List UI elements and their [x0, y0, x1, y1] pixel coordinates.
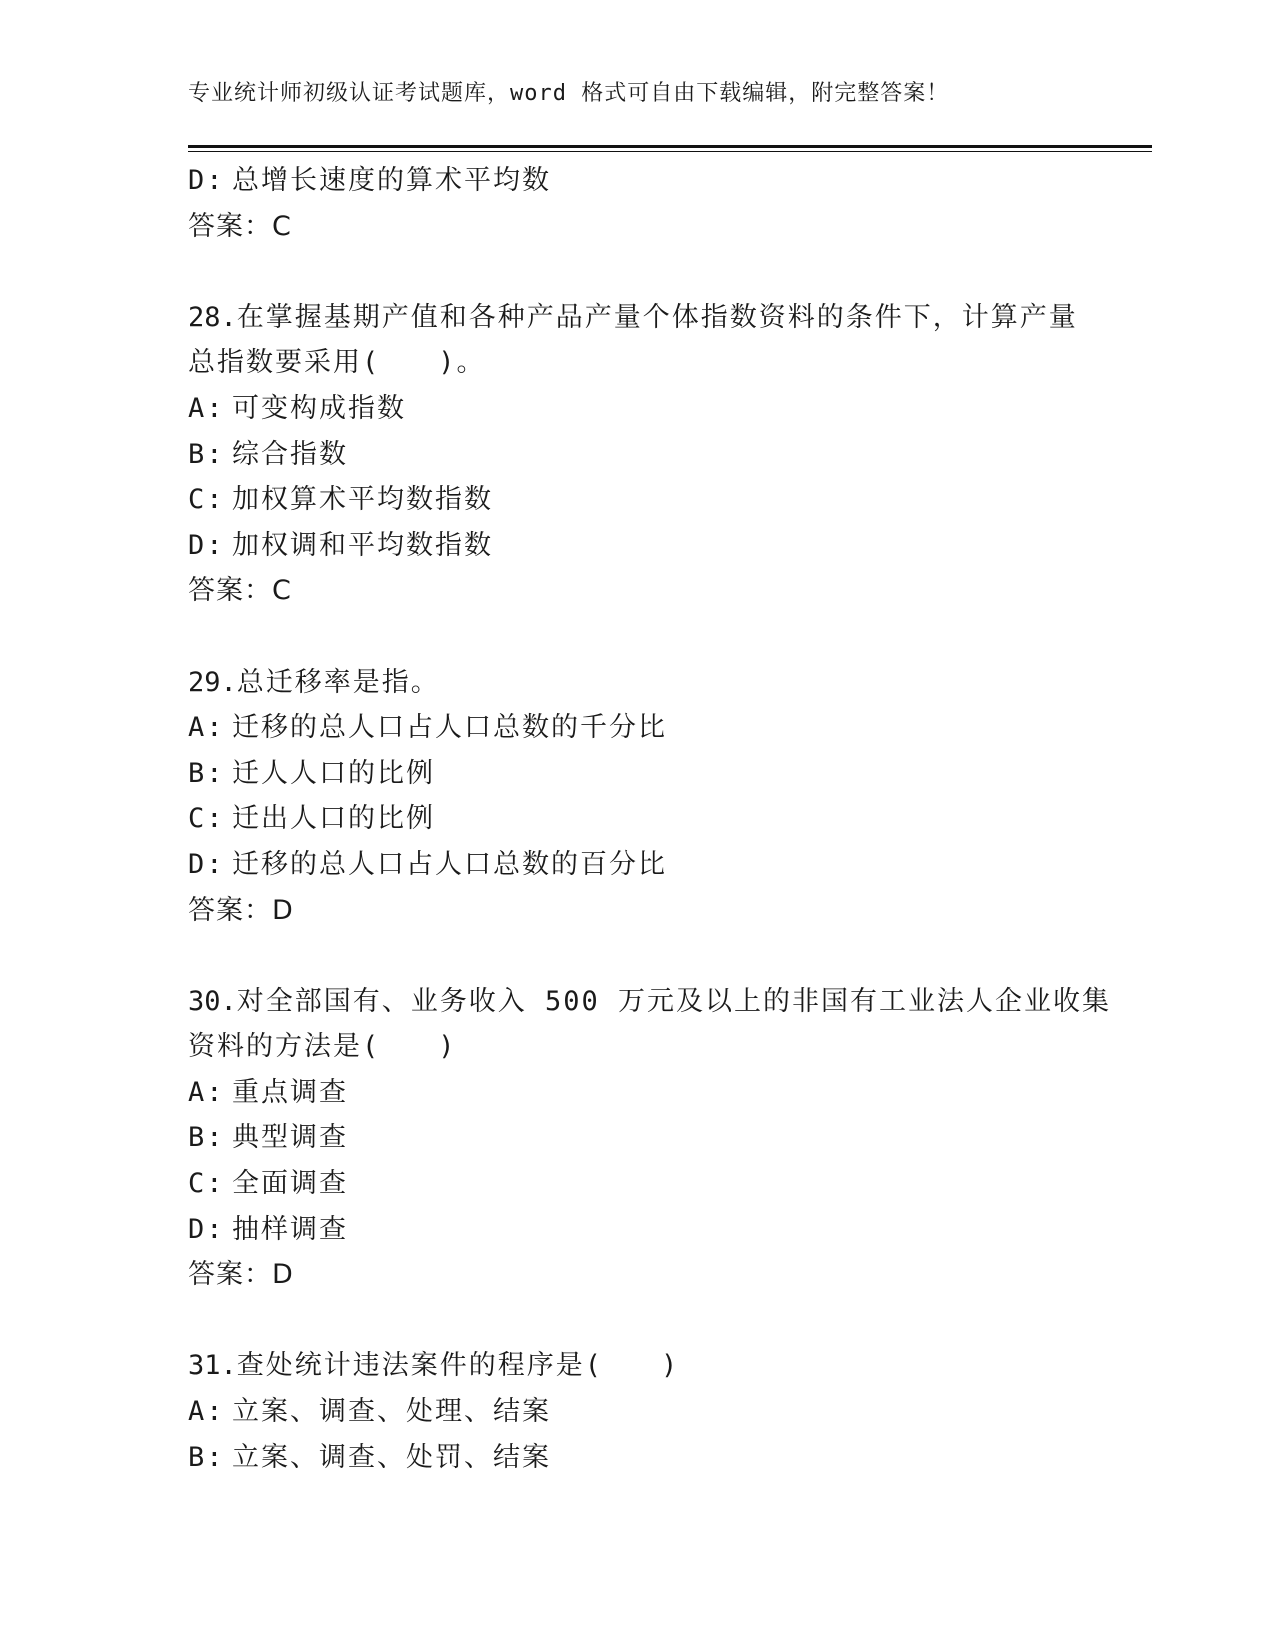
- answer-line: 答案：C: [188, 575, 292, 607]
- option-label: B:: [188, 1122, 225, 1154]
- option-text: 立案、调查、处罚、结案: [232, 1441, 551, 1473]
- option-text: 迁移的总人口占人口总数的百分比: [232, 848, 667, 880]
- question-text: 查处统计违法案件的程序是( ): [236, 1350, 680, 1382]
- option-text: 加权算术平均数指数: [232, 484, 493, 516]
- option-label: A:: [188, 1396, 225, 1428]
- answer-line: 答案：D: [188, 894, 294, 926]
- option-label: B:: [188, 757, 225, 789]
- spacer: [188, 933, 1088, 979]
- option-label: B:: [188, 1441, 225, 1473]
- option-a: [188, 705, 1088, 751]
- option-c: [188, 796, 1088, 842]
- option-c: [188, 1161, 1088, 1207]
- option-label: A:: [188, 1076, 225, 1108]
- question-text: 在掌握基期产值和各种产品产量个体指数资料的条件下，计算产量: [236, 301, 1078, 333]
- spacer: [188, 249, 1088, 295]
- option-text: 迁出人口的比例: [232, 803, 435, 835]
- header-divider-thin: [188, 151, 1152, 152]
- question-text: 对全部国有、业务收入 500 万元及以上的非国有工业法人企业收集: [236, 985, 1112, 1017]
- option-label: A:: [188, 392, 225, 424]
- question-text: 总迁移率是指。: [236, 666, 440, 698]
- spacer: [188, 1298, 1088, 1344]
- option-text: 抽样调查: [232, 1213, 348, 1245]
- option-label: B:: [188, 438, 225, 470]
- header-divider-thick: [188, 145, 1152, 148]
- option-text: 迁移的总人口占人口总数的千分比: [232, 712, 667, 744]
- option-label: C:: [188, 484, 225, 516]
- option-text: 可变构成指数: [232, 392, 406, 424]
- option-d: [188, 158, 1088, 204]
- question-stem-continued: 总指数要采用( )。: [188, 347, 486, 379]
- option-b: [188, 432, 1088, 478]
- option-text: 迁人人口的比例: [232, 757, 435, 789]
- option-b: [188, 751, 1088, 797]
- option-text: 加权调和平均数指数: [232, 529, 493, 561]
- option-label: D:: [188, 848, 225, 880]
- option-label: D:: [188, 529, 225, 561]
- question-list: [188, 158, 1112, 1480]
- question-number: 31.: [188, 1350, 237, 1382]
- question-number: 30.: [188, 985, 237, 1017]
- option-c: [188, 477, 1088, 523]
- question-stem: [188, 979, 1112, 1025]
- question-stem: [188, 660, 1088, 706]
- option-label: D:: [188, 165, 225, 196]
- page-header-title: 专业统计师初级认证考试题库，word 格式可自由下载编辑，附完整答案！: [188, 81, 950, 106]
- option-text: 全面调查: [232, 1168, 348, 1200]
- option-text: 重点调查: [232, 1076, 348, 1108]
- option-label: D:: [188, 1213, 225, 1245]
- option-label: A:: [188, 712, 225, 744]
- option-text: 立案、调查、处理、结案: [232, 1396, 551, 1428]
- question-number: 28.: [188, 301, 237, 333]
- answer-line: 答案：D: [188, 1259, 294, 1291]
- option-d: [188, 523, 1088, 569]
- option-label: C:: [188, 803, 225, 835]
- option-text: 总增长速度的算术平均数: [232, 165, 551, 196]
- option-d: [188, 842, 1088, 888]
- option-a: [188, 1070, 1088, 1116]
- option-a: [188, 386, 1088, 432]
- question-number: 29.: [188, 666, 237, 698]
- option-text: 典型调查: [232, 1122, 348, 1154]
- option-d: [188, 1207, 1088, 1253]
- question-stem-continued: 资料的方法是( ): [188, 1031, 457, 1063]
- option-a: [188, 1389, 1088, 1435]
- option-label: C:: [188, 1168, 225, 1200]
- question-stem: [188, 295, 1088, 341]
- option-b: [188, 1435, 1088, 1481]
- option-text: 综合指数: [232, 438, 348, 470]
- question-stem: [188, 1343, 1088, 1389]
- option-b: [188, 1115, 1088, 1161]
- answer-line: 答案：C: [188, 210, 292, 242]
- spacer: [188, 614, 1088, 660]
